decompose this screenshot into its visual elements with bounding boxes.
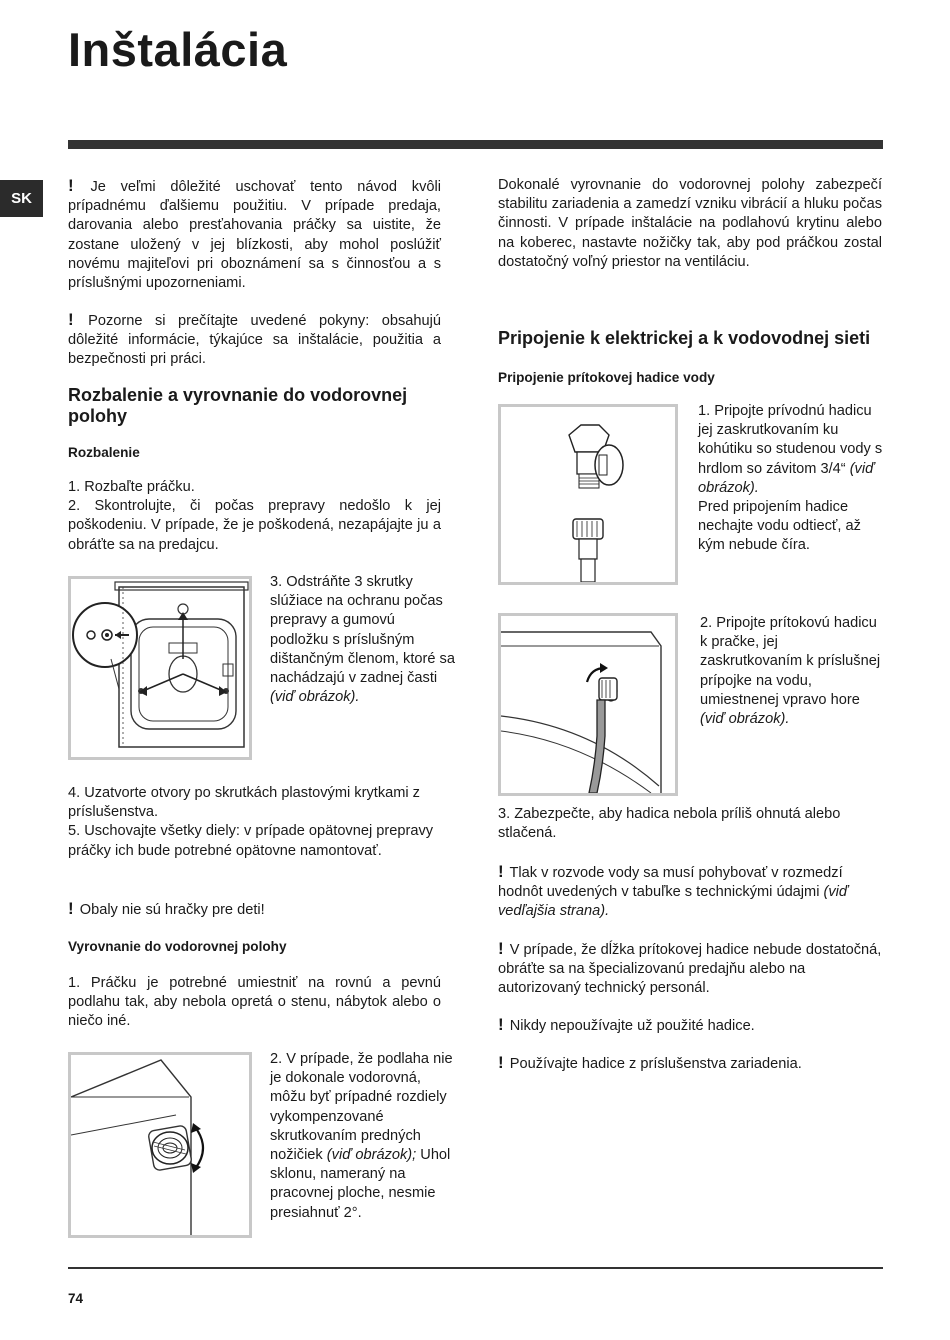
warning-used-hoses-text: Nikdy nepoužívajte už použité hadice. <box>509 1018 755 1034</box>
top-rule <box>68 140 883 149</box>
warning-hose-length-text: V prípade, že dĺžka prítokovej hadice nebude dostatočná, obráťte sa na špecializovanú predajňu alebo na autorizovaný technický personál. <box>498 942 882 997</box>
page-title: Inštalácia <box>68 23 288 76</box>
leveling-step-1: 1. Práčku je potrebné umiestniť na rovnú a pevnú podlahu tak, aby nebola opretá o stenu, nábytok alebo o niečo iné. <box>68 975 441 1030</box>
inlet-step-3: 3. Zabezpečte, aby hadica nebola príliš ohnutá alebo stlačená. <box>498 806 841 842</box>
warning-keep-manual-text: Je veľmi dôležité uschovať tento návod kvôli prípadnému ďalšiemu použitiu. V prípade predaja, darovania alebo presťahovania práčky sa uistite, že zostane uložený v jej blízkosti, aby mohol poslúžiť novému majiteľovi pri oboznámení sa s činnosťou a s príslušnými upozorneniami. <box>68 179 441 292</box>
exclamation-icon: ! <box>498 1015 504 1034</box>
warning-keep-manual <box>68 176 441 293</box>
warning-packaging <box>68 899 441 920</box>
page-number: 74 <box>68 1291 84 1306</box>
warning-read-instructions <box>68 310 441 370</box>
subheading-inlet-hose: Pripojenie prítokovej hadice vody <box>498 370 715 385</box>
figure-tap-connection <box>498 404 678 585</box>
warning-water-pressure <box>498 862 882 922</box>
warning-read-instructions-text: Pozorne si prečítajte uvedené pokyny: obsahujú dôležité informácie, týkajúce sa inštalácie, použitia a bezpečnosti pri práci. <box>68 313 441 368</box>
leveling-intro: Dokonalé vyrovnanie do vodorovnej polohy zabezpečí stabilitu zariadenia a zamedzí vzniku vibrácií a hluku počas činnosti. V prípade inštalácie na podlahovú krytinu alebo na koberec, nastavte nožičky tak, aby pod práčkou zostal dostatočný voľný priestor na ventiláciu. <box>498 177 882 270</box>
inlet-step-1-figure-ref: (viď obrázok). <box>698 460 875 496</box>
warning-used-hoses <box>498 1015 882 1036</box>
warning-hose-length <box>498 939 882 999</box>
subheading-leveling: Vyrovnanie do vodorovnej polohy <box>68 939 287 954</box>
exclamation-icon: ! <box>68 176 74 195</box>
inlet-step-1-tail: Pred pripojením hadice nechajte vodu odtiecť, až kým nebude číra. <box>698 499 861 554</box>
section-heading-connections: Pripojenie k elektrickej a k vodovodnej sieti <box>498 328 871 348</box>
warning-water-pressure-ref: (viď vedľajšia strana). <box>498 884 849 920</box>
figure-adjustable-foot <box>68 1052 252 1238</box>
leveling-step-2: 2. V prípade, že podlaha nie je dokonale vodorovná, môžu byť prípadné rozdiely vykompenzované skrutkovaním predných nožičiek <box>270 1051 453 1164</box>
figure-rear-transport-bolts <box>68 576 252 760</box>
bottom-rule <box>68 1267 883 1269</box>
exclamation-icon: ! <box>68 899 74 918</box>
warning-accessory-hoses <box>498 1053 882 1074</box>
inlet-step-2: 2. Pripojte prítokovú hadicu k pračke, jej zaskrutkovaním k príslušnej prípojke na vodu, umiestnenej vpravo hore <box>700 615 881 708</box>
language-tab: SK <box>0 180 43 217</box>
exclamation-icon: ! <box>68 310 74 329</box>
step-2: 2. Skontrolujte, či počas prepravy nedošlo k jej poškodeniu. V prípade, že je poškodená, nezapájajte ju a obráťte sa na predajcu. <box>68 498 441 553</box>
exclamation-icon: ! <box>498 939 504 958</box>
warning-packaging-text: Obaly nie sú hračky pre deti! <box>79 902 265 918</box>
leveling-step-2-figure-ref: (viď obrázok); <box>326 1147 417 1164</box>
inlet-step-1: 1. Pripojte prívodnú hadicu jej zaskrutkovaním ku kohútiku so studenou vody s hrdlom so závitom 3/4“ <box>698 403 883 477</box>
subheading-unpacking: Rozbalenie <box>68 445 140 460</box>
step-3-figure-ref: (viď obrázok). <box>270 689 360 706</box>
inlet-step-2-figure-ref: (viď obrázok). <box>700 711 790 728</box>
step-3: 3. Odstráňte 3 skrutky slúžiace na ochranu počas prepravy a gumovú podložku s príslušným dištančným členom, ktoré sa nachádzajú v zadnej časti <box>270 574 455 687</box>
step-5: 5. Uschovajte všetky diely: v prípade opätovnej prepravy práčky ich bude potrebné opätovne namontovať. <box>68 823 434 859</box>
step-1: 1. Rozbaľte práčku. <box>68 479 195 495</box>
step-4: 4. Uzatvorte otvory po skrutkách plastovými krytkami z príslušenstva. <box>68 785 420 821</box>
warning-water-pressure-text: Tlak v rozvode vody sa musí pohybovať v rozmedzí hodnôt uvedených v tabuľke s technickými údajmi <box>498 865 843 901</box>
exclamation-icon: ! <box>498 862 504 881</box>
figure-hose-machine-connection <box>498 613 678 796</box>
warning-accessory-hoses-text: Používajte hadice z príslušenstva zariadenia. <box>509 1056 802 1072</box>
exclamation-icon: ! <box>498 1053 504 1072</box>
leveling-step-2-tail: Uhol sklonu, nameraný na pracovnej ploche, nesmie presiahnuť 2°. <box>270 1147 451 1221</box>
section-heading-unpacking-leveling: Rozbalenie a vyrovnanie do vodorovnej polohy <box>68 385 408 426</box>
